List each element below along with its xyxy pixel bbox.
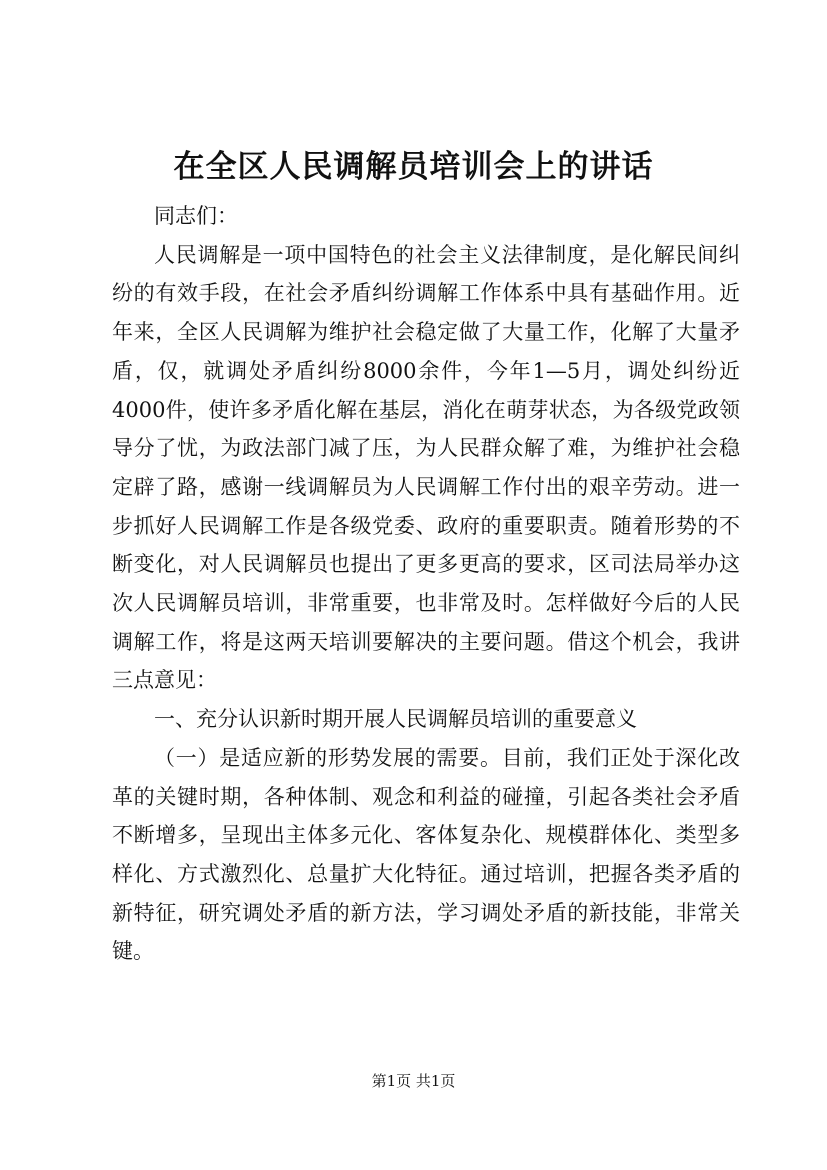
- paragraph-intro: 人民调解是一项中国特色的社会主义法律制度，是化解民间纠纷的有效手段，在社会矛盾纠纷调解工作体系中具有基础作用。近年来，全区人民调解为维护社会稳定做了大量工作，化解了大量矛盾，仅，就调处矛盾纠纷8000余件，今年1—5月，调处纠纷近4000件，使许多矛盾化解在基层，消化在萌芽状态，为各级党政领导分了忧，为政法部门减了压，为人民群众解了难，为维护社会稳定辟了路，感谢一线调解员为人民调解工作付出的艰辛劳动。进一步抓好人民调解工作是各级党委、政府的重要职责。随着形势的不断变化，对人民调解员也提出了更多更高的要求，区司法局举办这次人民调解员培训，非常重要，也非常及时。怎样做好今后的人民调解工作，将是这两天培训要解决的主要问题。借这个机会，我讲三点意见：: [112, 242, 740, 693]
- section-heading-1: 一、充分认识新时期开展人民调解员培训的重要意义: [154, 707, 637, 732]
- paragraph-subsection-1: （一）是适应新的形势发展的需要。目前，我们正处于深化改革的关键时期，各种体制、观念和利益的碰撞，引起各类社会矛盾不断增多，呈现出主体多元化、客体复杂化、规模群体化、类型多样化、方式激烈化、总量扩大化特征。通过培训，把握各类矛盾的新特征，研究调处矛盾的新方法，学习调处矛盾的新技能，非常关键。: [112, 745, 740, 964]
- document-title: 在全区人民调解员培训会上的讲话: [173, 149, 654, 185]
- document-body: [112, 197, 740, 971]
- page-footer: 第1页 共1页: [371, 1072, 456, 1090]
- salutation: 同志们：: [154, 204, 238, 228]
